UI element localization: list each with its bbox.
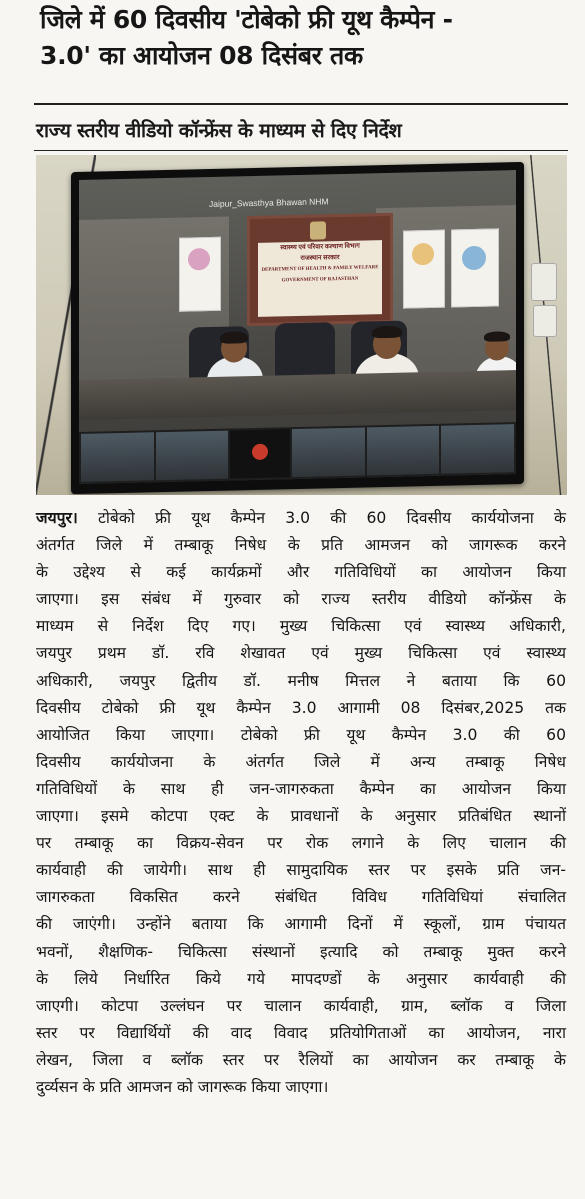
article-line: जाएगा। इस संबंध में गुरुवार को राज्य स्तरीय वीडियो कॉन्फ्रेंस के: [36, 590, 566, 609]
participant-tile: [156, 431, 229, 481]
participant-tile-logo: [230, 429, 290, 478]
department-board: [247, 213, 393, 326]
article-line-first: [36, 505, 566, 532]
article-line: जागरुकता विकसित करने संबंधित विविध गतिविधियां संचालित: [36, 888, 566, 907]
article-line: दिवसीय कार्ययोजना के अंतर्गत जिले में अन्य तम्बाकू निषेध: [36, 752, 566, 771]
poster-left: [179, 237, 221, 312]
article-line: के लिये निर्धारित किये गये मापदण्डों के अनुसार कार्यवाही की: [36, 969, 566, 988]
photo-socket: [531, 263, 557, 301]
article-line: अंतर्गत जिले में तम्बाकू निषेध के प्रति आमजन को जागरूक करने: [36, 536, 566, 555]
poster-right-2: [451, 228, 499, 307]
article-line: जाएगी। कोटपा उल्लंघन पर चालान कार्यवाही, ग्राम, ब्लॉक व जिला: [36, 996, 566, 1015]
poster-right-1: [403, 230, 445, 309]
conference-desk: [79, 370, 516, 420]
article-line: अधिकारी, जयपुर द्वितीय डॉ. मनीष मित्तल ने बताया कि 60: [36, 671, 566, 690]
article-line: आयोजित किया जाएगा। टोबेको फ्री यूथ कैम्पेन 3.0 की 60: [36, 725, 566, 744]
article-line: कार्यवाही की जायेगी। साथ ही सामुदायिक स्तर पर इसके प्रति जन-: [36, 861, 566, 880]
headline-line-2: 3.0' का आयोजन 08 दिसंबर तक: [40, 41, 363, 70]
article-line: के उद्देश्य से कई कार्यक्रमों और गतिविधियों का आयोजन किया: [36, 563, 566, 582]
article-line: भवनों, शैक्षणिक- चिकित्सा संस्थानों इत्यादि को तम्बाकू मुक्त करने: [36, 942, 566, 961]
article-line: जाएगा। इसमे कोटपा एक्ट के प्रावधानों के अनुसार प्रतिबंधित स्थानों: [36, 807, 566, 826]
article-line: टोबेको फ्री यूथ कैम्पेन 3.0 की 60 दिवसीय कार्ययोजना के: [98, 509, 566, 527]
participant-strip: [79, 422, 516, 484]
divider-top: [34, 103, 568, 105]
board-line: DEPARTMENT OF HEALTH & FAMILY WELFARE: [261, 265, 379, 273]
participant-tile: [367, 426, 440, 476]
participant-tile: [441, 424, 514, 474]
tv-screen-frame: [71, 162, 524, 494]
board-line: GOVERNMENT OF RAJASTHAN: [281, 276, 359, 284]
article-line: माध्यम से निर्देश दिए गए। मुख्य चिकित्सा एवं स्वास्थ्य अधिकारी,: [36, 617, 566, 636]
subheadline: राज्य स्तरीय वीडियो कॉन्फ्रेंस के माध्यम से दिए निर्देश: [36, 119, 402, 142]
board-text: [258, 240, 382, 317]
board-line: राजस्थान सरकार: [300, 254, 340, 262]
article-line: की जाएंगी। उन्होंने बताया कि आगामी दिनों में स्कूलों, ग्राम पंचायत: [36, 915, 566, 934]
article-body: [36, 505, 566, 1101]
photo-socket-2: [533, 305, 557, 337]
emblem-icon: [310, 221, 326, 239]
headline: [40, 2, 570, 74]
article-line-last: दुर्व्यसन के प्रति आमजन को जागरूक किया जाएगा।: [36, 1077, 329, 1096]
official-left-hair: [220, 331, 248, 344]
participant-tile: [81, 432, 154, 482]
divider-sub: [34, 150, 568, 151]
video-conference-screen: [79, 170, 516, 484]
screen-caption: Jaipur_Swasthya Bhawan NHM: [209, 196, 329, 210]
article-line: जयपुर प्रथम डॉ. रवि शेखावत एवं मुख्य चिकित्सा एवं स्वास्थ्य: [36, 644, 566, 663]
board-line: स्वास्थ्य एवं परिवार कल्याण विभाग: [280, 242, 360, 252]
dateline: जयपुर।: [36, 509, 78, 527]
article-line: गतिविधियों के साथ ही जन-जागरुकता कैम्पेन का आयोजन किया: [36, 779, 566, 798]
headline-line-1: जिले में 60 दिवसीय 'टोबेको फ्री यूथ कैम्पेन -: [40, 5, 453, 34]
official-right-hair: [484, 331, 510, 342]
participant-tile: [292, 427, 365, 477]
article-line: दिवसीय टोबेको फ्री यूथ कैम्पेन 3.0 आगामी 08 दिसंबर,2025 तक: [36, 698, 566, 717]
article-photo: [36, 155, 567, 495]
official-center-hair: [372, 326, 402, 339]
article-line: लेखन, जिला व ब्लॉक स्तर पर रैलियों का आयोजन कर तम्बाकू के: [36, 1050, 566, 1069]
article-line: पर तम्बाकू का विक्रय-सेवन पर रोक लगाने के लिए चालान की: [36, 834, 566, 853]
article-line: स्तर पर विद्यार्थियों की वाद विवाद प्रतियोगिताओं का आयोजन, नारा: [36, 1023, 566, 1042]
